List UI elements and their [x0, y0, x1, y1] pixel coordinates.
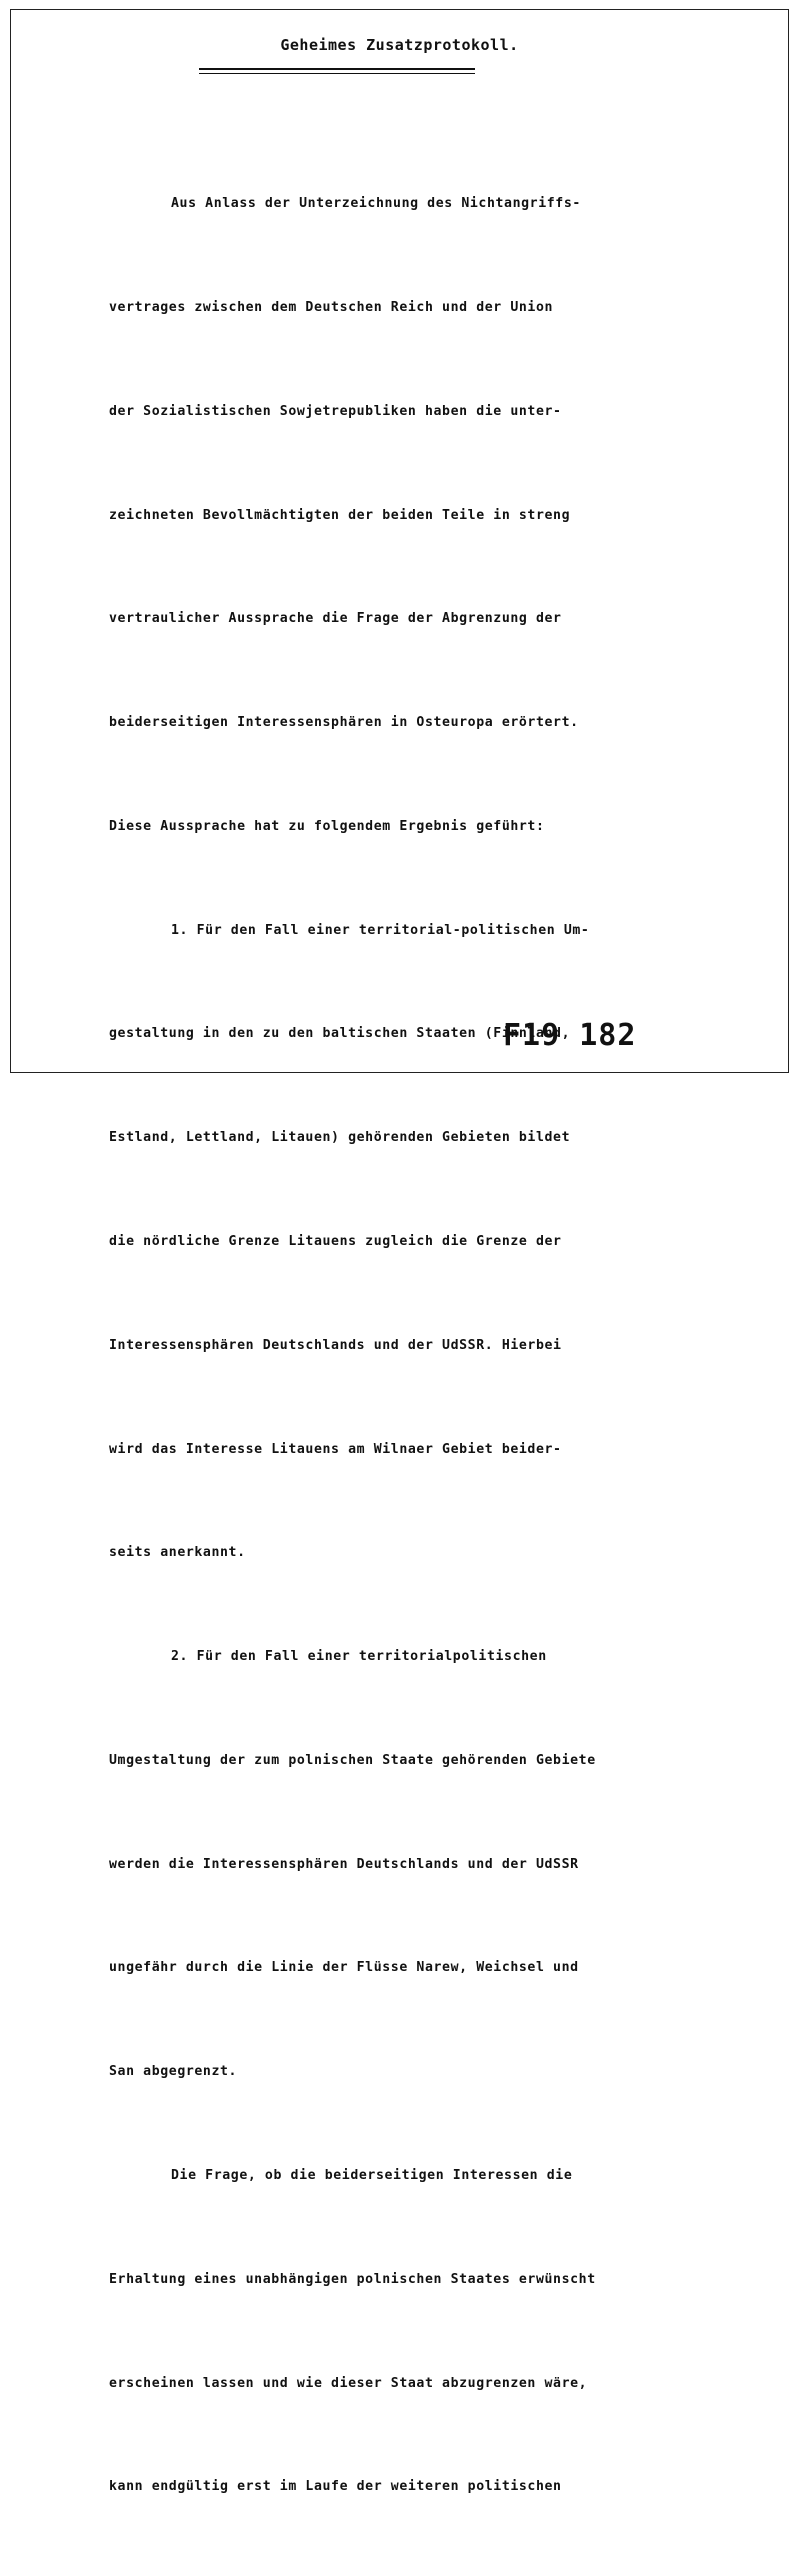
paragraph-3-start: Die Frage, ob die beiderseitigen Interessen die — [171, 2168, 573, 2184]
body-line: Interessensphären Deutschlands und der UdSSR. Hierbei — [109, 1337, 562, 1353]
paragraph-1-start: 1. Für den Fall einer territorial-politischen Um- — [171, 922, 590, 938]
body-line: zeichneten Bevollmächtigten der beiden Teile in streng — [109, 507, 571, 523]
document-page — [10, 9, 789, 2495]
body-line: kann endgültig erst im Laufe der weiteren politischen — [109, 2479, 562, 2495]
body-line: seits anerkannt. — [109, 1545, 246, 1561]
body-line: werden die Interessensphären Deutschlands und der UdSSR — [109, 1856, 579, 1872]
document-number: F19 182 — [503, 1018, 637, 1053]
document-title: Geheimes Zusatzprotokoll. — [280, 36, 519, 54]
body-line: Estland, Lettland, Litauen) gehörenden Gebieten bildet — [109, 1130, 571, 1146]
body-line: Umgestaltung der zum polnischen Staate gehörenden Gebiete — [109, 1752, 596, 1768]
body-line: San abgegrenzt. — [109, 2064, 238, 2080]
body-line: gestaltung in den zu den baltischen Staaten (Finnland, — [109, 1026, 571, 1042]
title-underline — [199, 68, 475, 70]
body-line: vertrages zwischen dem Deutschen Reich und der Union — [109, 299, 554, 315]
body-line: wird das Interesse Litauens am Wilnaer Gebiet beider- — [109, 1441, 562, 1457]
body-line: ungefähr durch die Linie der Flüsse Narew, Weichsel und — [109, 1960, 579, 1976]
paragraph-2-start: 2. Für den Fall einer territorialpolitischen — [171, 1649, 547, 1665]
body-line: Diese Aussprache hat zu folgendem Ergebnis geführt: — [109, 818, 545, 834]
document-body — [109, 118, 749, 2574]
body-line: die nördliche Grenze Litauens zugleich die Grenze der — [109, 1234, 562, 1249]
body-line: vertraulicher Aussprache die Frage der Abgrenzung der — [109, 611, 562, 627]
body-line: der Sozialistischen Sowjetrepubliken haben die unter- — [109, 403, 562, 419]
body-line: beiderseitigen Interessensphären in Osteuropa erörtert. — [109, 715, 579, 731]
body-line: erscheinen lassen und wie dieser Staat abzugrenzen wäre, — [109, 2375, 588, 2391]
body-line: Erhaltung eines unabhängigen polnischen Staates erwünscht — [109, 2271, 596, 2287]
body-line: Aus Anlass der Unterzeichnung des Nichtangriffs- — [171, 196, 581, 212]
